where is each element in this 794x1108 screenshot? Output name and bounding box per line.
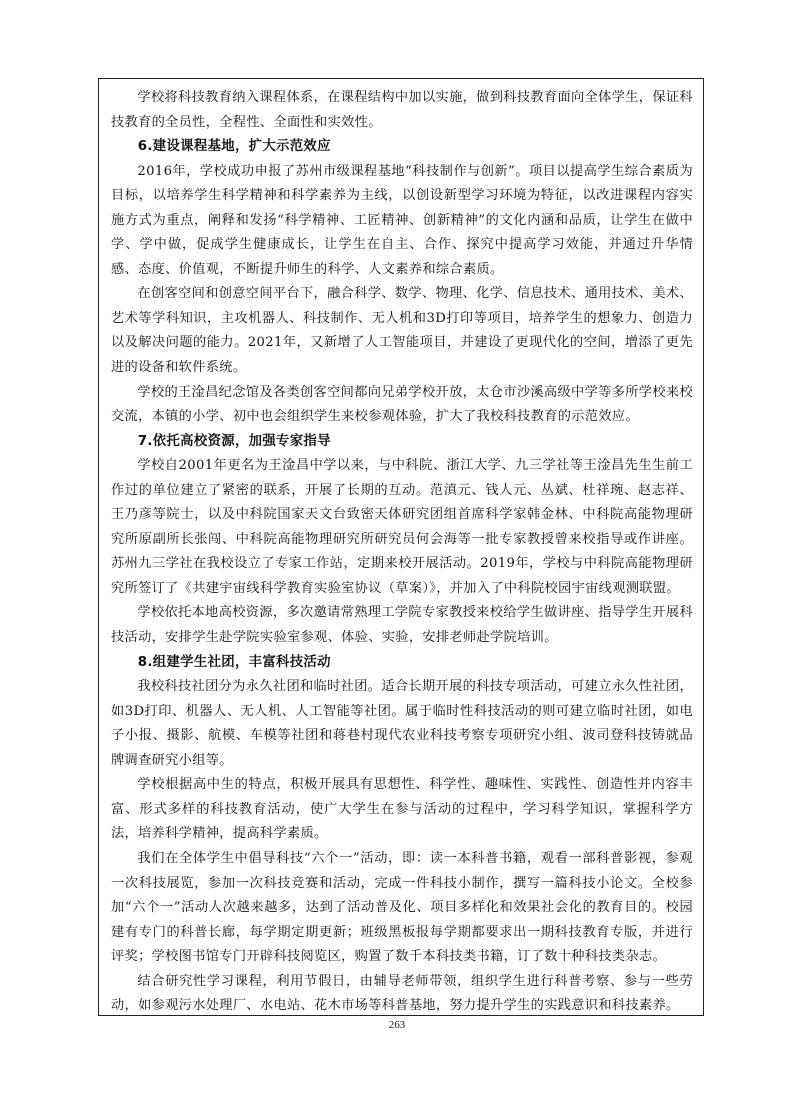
document-body <box>111 86 693 1019</box>
paragraph-university-ties: 学校自2001年更名为王淦昌中学以来，与中科院、浙江大学、九三学社等王淦昌先生生前工作过的单位建立了紧密的联系，开展了长期的互动。范滇元、钱人元、丛斌、杜祥琬、赵志祥、王乃彦等院士，以及中科院国家天文台致密天体研究团组首席科学家韩金林、中科院高能物理研究所原副所长张闯、中科院高能物理研究所研究员何会海等一批专家教授曾来校指导或作讲座。苏州九三学社在我校设立了专家工作站，定期来校开展活动。2019年，学校与中科院高能物理研究所签订了《共建宇宙线科学教育实验室协议（草案）》，并加入了中科院校园宇宙线观测联盟。 <box>111 458 693 596</box>
paragraph-demonstration-effect: 学校的王淦昌纪念馆及各类创客空间都向兄弟学校开放，太仓市沙溪高级中学等多所学校来校交流，本镇的小学、初中也会组织学生来校参观体验，扩大了我校科技教育的示范效应。 <box>111 384 693 425</box>
paragraph-research-learning: 结合研究性学习课程，利用节假日，由辅导老师带领，组织学生进行科普考察、参与一些劳动，如参观污水处理厂、水电站、花木市场等科普基地，努力提升学生的实践意识和科技素养。 <box>111 973 693 1014</box>
section-heading-6: 6.建设课程基地，扩大示范效应 <box>137 139 331 155</box>
paragraph-student-clubs: 我校科技社团分为永久社团和临时社团。适合长期开展的科技专项活动，可建立永久性社团，如3D打印、机器人、无人机、人工智能等社团。属于临时性科技活动的则可建立临时社团，如电子小报、摄影、航模、车模等社团和蒋巷村现代农业科技考察专项研究小组、波司登科技铸就品牌调查研究小组等。 <box>111 679 693 768</box>
paragraph-local-university: 学校依托本地高校资源，多次邀请常熟理工学院专家教授来校给学生做讲座、指导学生开展科技活动，安排学生赴学院实验室参观、体验、实验，安排老师赴学院培训。 <box>111 605 693 646</box>
page-number: 263 <box>388 1019 406 1031</box>
section-heading-8: 8.组建学生社团，丰富科技活动 <box>137 654 331 670</box>
section-heading-7: 7.依托高校资源，加强专家指导 <box>137 433 331 449</box>
paragraph-six-ones: 我们在全体学生中倡导科技“六个一”活动，即：读一本科普书籍，观看一部科普影视，参观一次科技展览，参加一次科技竞赛和活动，完成一件科技小制作，撰写一篇科技小论文。全校参加“六个一”活动人次越来越多，达到了活动普及化、项目多样化和效果社会化的教育目的。校园建有专门的科普长廊，每学期定期更新；班级黑板报每学期都要求出一期科技教育专版，并进行评奖；学校图书馆专门开辟科技阅览区，购置了数千本科技类书籍，订了数十种科技类杂志。 <box>111 850 693 965</box>
paragraph-curriculum-system: 学校将科技教育纳入课程体系，在课程结构中加以实施，做到科技教育面向全体学生，保证科技教育的全员性，全程性、全面性和实效性。 <box>111 90 693 130</box>
paragraph-activities: 学校根据高中生的特点，积极开展具有思想性、科学性、趣味性、实践性、创造性并内容丰富、形式多样的科技教育活动，使广大学生在参与活动的过程中，学习科学知识，掌握科学方法，培养科学精神，提高科学素质。 <box>111 777 693 842</box>
paragraph-course-base: 2016年，学校成功申报了苏州市级课程基地“科技制作与创新”。项目以提高学生综合素质为目标，以培养学生科学精神和科学素养为主线，以创设新型学习环境为特征，以改进课程内容实施方式为重点，阐释和发扬“科学精神、工匠精神、创新精神”的文化内涵和品质，让学生在做中学、学中做，促成学生健康成长，让学生在自主、合作、探究中提高学习效能，并通过升华情感、态度、价值观，不断提升师生的科学、人文素养和综合素质。 <box>111 163 693 277</box>
content-table-cell <box>98 78 704 1016</box>
paragraph-maker-space: 在创客空间和创意空间平台下，融合科学、数学、物理、化学、信息技术、通用技术、美术、艺术等学科知识，主攻机器人、科技制作、无人机和3D打印等项目，培养学生的想象力、创造力以及解决问题的能力。2021年，又新增了人工智能项目，并建设了更现代化的空间，增添了更先进的设备和软件系统。 <box>111 286 693 376</box>
